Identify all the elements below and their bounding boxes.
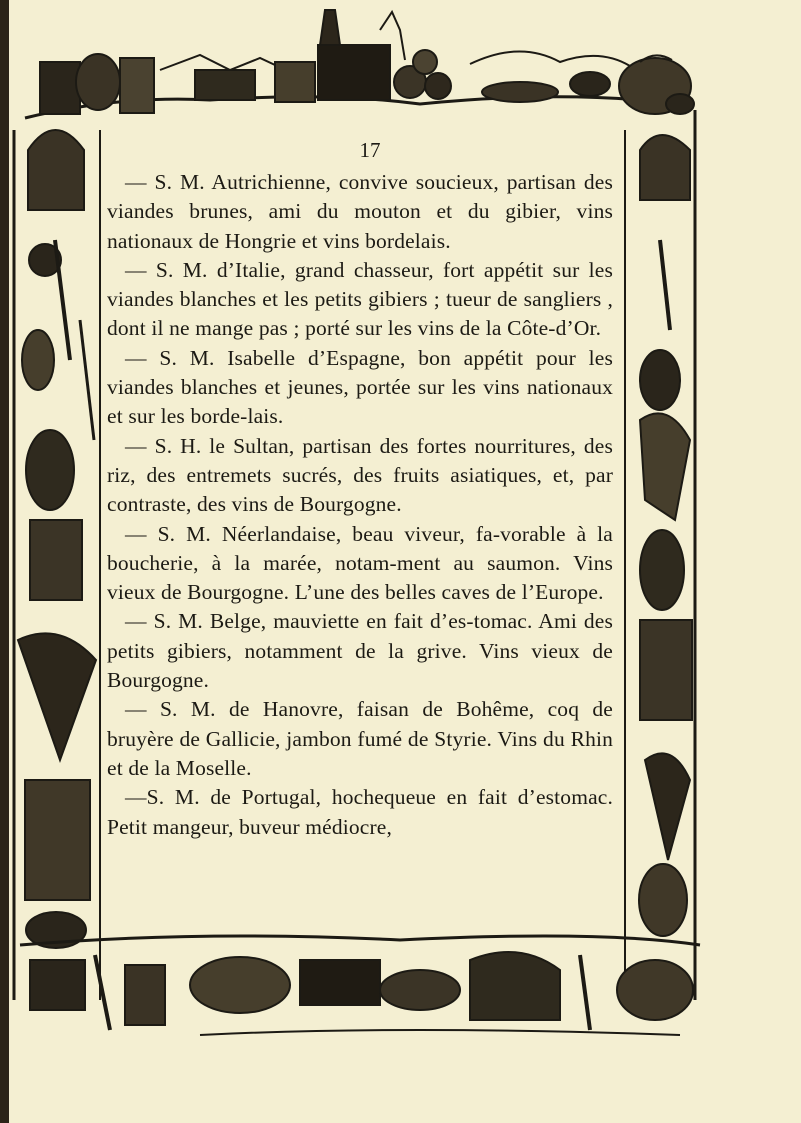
paragraph-austria: — S. M. Autrichienne, convive soucieux, partisan des viandes brunes, ami du mouton et du gibier, vins nationaux de Hongrie et vins bordelais. [107,170,613,253]
paragraph-spain: — S. M. Isabelle d’Espagne, bon appétit pour les viandes blanches et jeunes, portée sur les vins nationaux et sur les borde-lais. [107,345,613,429]
left-border-ornament [14,130,100,1000]
bottom-vignette-banquet [20,936,700,1035]
paragraph-sultan: — S. H. le Sultan, partisan des fortes nourritures, des riz, des entremets sucrés, des fruits asiatiques, et, par contraste, des vins de Bourgogne. [107,433,613,517]
binding-edge [0,0,9,1123]
paragraph-belgium: — S. M. Belge, mauviette en fait d’es-tomac. Ami des petits gibiers, notamment de la grive. Vins vieux de Bourgogne. [107,609,613,693]
top-vignette-still-life [25,10,694,118]
right-border-ornament [625,110,695,1000]
paragraph-italy: — S. M. d’Italie, grand chasseur, fort appétit sur les viandes blanches et les petits gibiers ; tueur de sangliers , dont il ne mange pas ; porté sur les vins de la Côte-d’Or. [107,257,613,341]
paragraph-portugal: —S. M. de Portugal, hochequeue en fait d’estomac. Petit mangeur, buveur médiocre, [107,785,613,839]
paragraph-netherlands: — S. M. Néerlandaise, beau viveur, fa-vorable à la boucherie, à la marée, notam-ment au saumon. Vins vieux de Bourgogne. L’une des belles caves de l’Europe. [107,521,613,605]
paragraph-hanover: — S. M. de Hanovre, faisan de Bohême, coq de bruyère de Gallicie, jambon fumé de Styrie. Vins du Rhin et de la Moselle. [107,697,613,780]
page-number: 17 [359,138,381,162]
body-text [107,168,613,842]
